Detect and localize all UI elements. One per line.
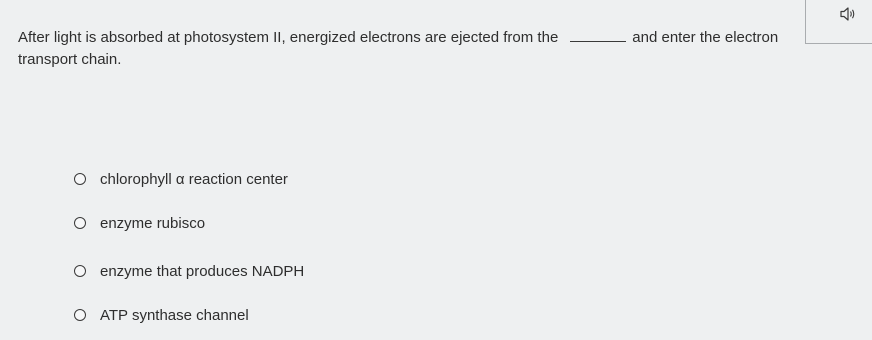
radio-button[interactable] bbox=[74, 265, 86, 277]
option-rubisco[interactable] bbox=[74, 212, 205, 234]
question-text bbox=[18, 27, 872, 71]
radio-button[interactable] bbox=[74, 173, 86, 185]
option-label: chlorophyll α reaction center bbox=[100, 170, 288, 188]
question-text-before-blank: After light is absorbed at photosystem II, energized electrons are ejected from the bbox=[18, 29, 559, 46]
question-line-2: transport chain. bbox=[18, 51, 122, 68]
option-label: ATP synthase channel bbox=[100, 306, 249, 324]
option-label: enzyme that produces NADPH bbox=[100, 262, 305, 280]
option-label: enzyme rubisco bbox=[100, 214, 206, 232]
speaker-icon[interactable] bbox=[839, 6, 857, 22]
radio-button[interactable] bbox=[74, 309, 86, 321]
radio-button[interactable] bbox=[74, 217, 86, 229]
question-text-after-blank: and enter the electron bbox=[632, 29, 779, 46]
option-atp-synthase[interactable] bbox=[74, 304, 249, 326]
option-nadph-enzyme[interactable] bbox=[74, 260, 304, 282]
question-line-1 bbox=[18, 27, 872, 49]
answer-blank bbox=[570, 29, 626, 42]
option-chlorophyll[interactable] bbox=[74, 168, 288, 190]
